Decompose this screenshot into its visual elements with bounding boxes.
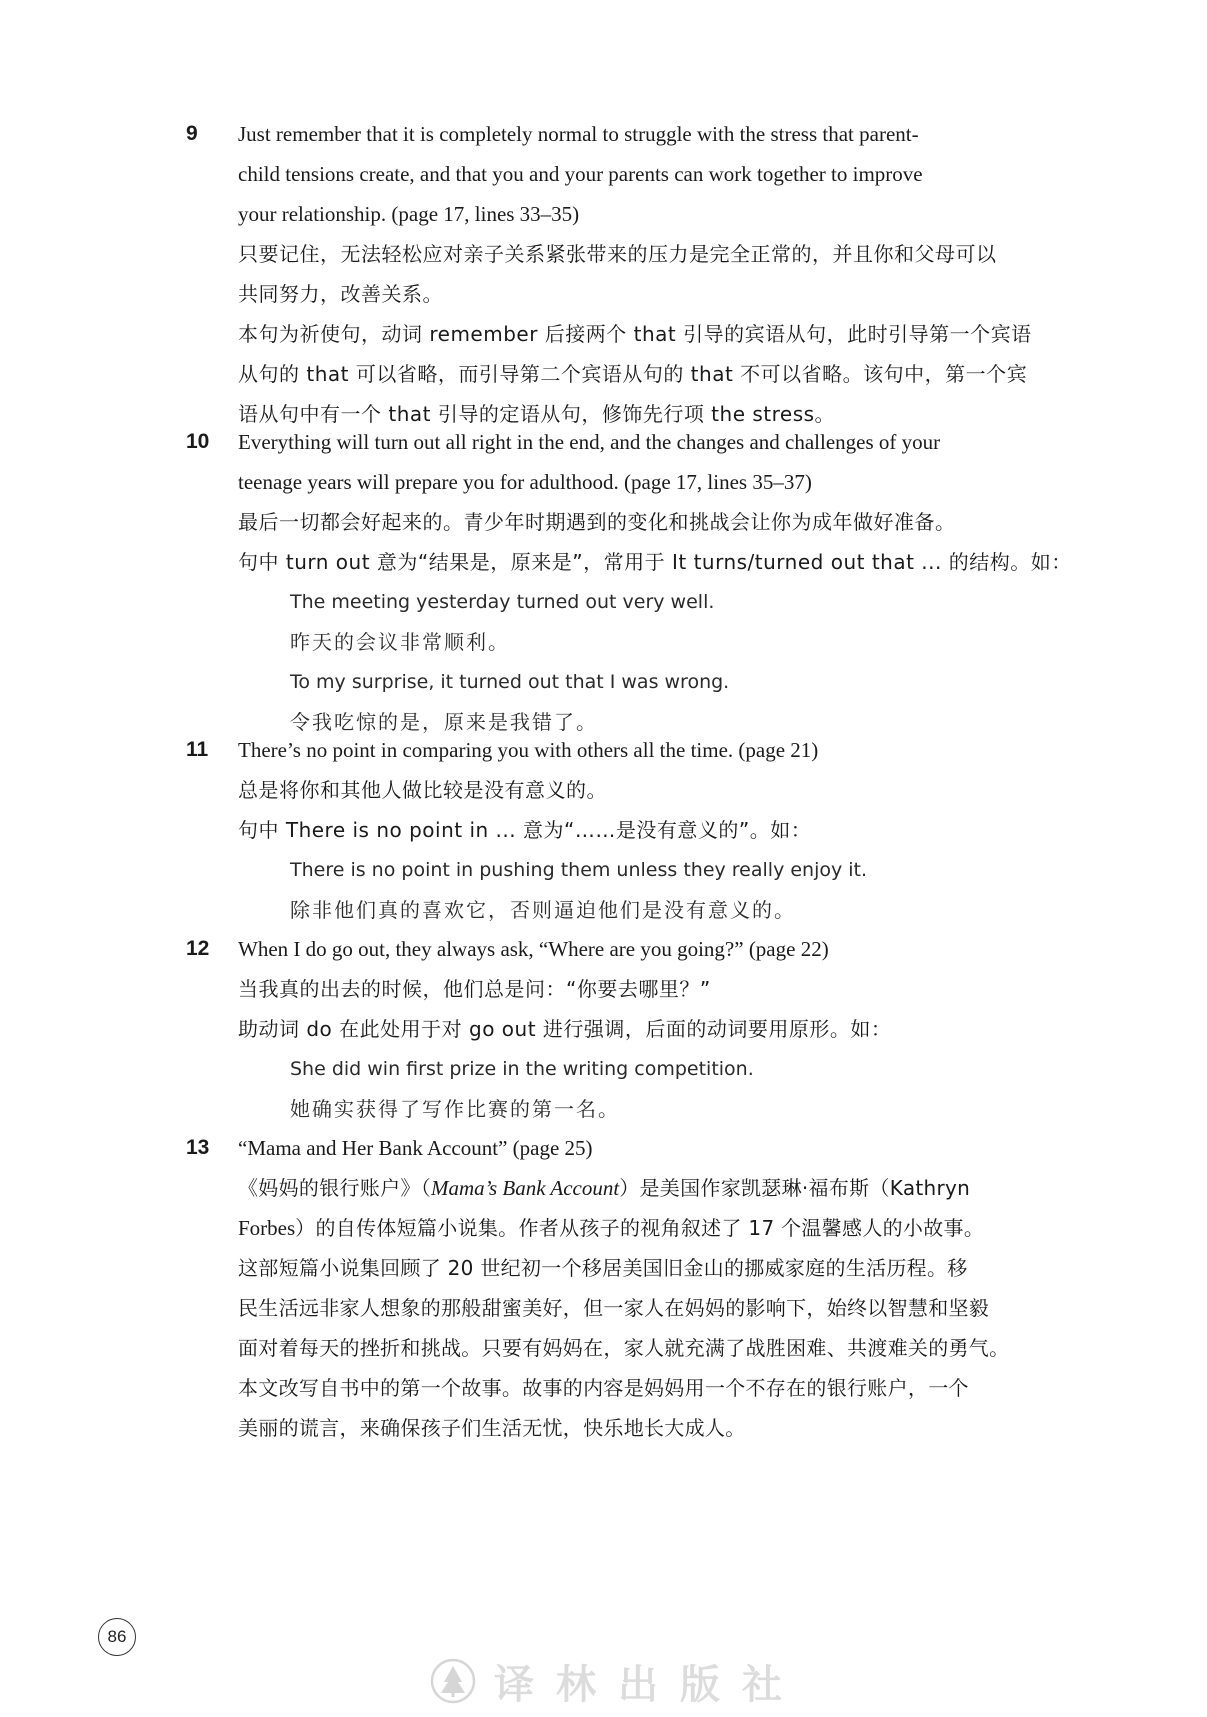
author-surname: Forbes (238, 1216, 296, 1240)
sentence-line: Just remember that it is completely normal to struggle with the stress that parent- (238, 122, 919, 146)
note-number: 12 (186, 937, 210, 960)
example-translation: 令我吃惊的是，原来是我错了。 (290, 710, 598, 734)
example-translation: 除非他们真的喜欢它，否则逼迫他们是没有意义的。 (290, 898, 796, 922)
note-body (238, 730, 1066, 930)
publisher-watermark (430, 1656, 804, 1706)
example-sentence: The meeting yesterday turned out very well. (290, 591, 715, 613)
translation-line: 当我真的出去的时候，他们总是问：“你要去哪里？” (238, 977, 711, 1001)
explanation-line: 本句为祈使句，动词 remember 后接两个 that 引导的宾语从句，此时引导第一个宾语 (238, 322, 1032, 346)
note-body (238, 422, 1072, 742)
example-sentence: She did win first prize in the writing competition. (290, 1058, 754, 1080)
sentence-line: teenage years will prepare you for adulthood. (page 17, lines 35–37) (238, 470, 812, 494)
paragraph-line: 美丽的谎言，来确保孩子们生活无忧，快乐地长大成人。 (238, 1416, 746, 1440)
note-number: 11 (186, 738, 209, 761)
example-sentence: There is no point in pushing them unless they really enjoy it. (290, 859, 868, 881)
explanation-line: 从句的 that 可以省略，而引导第二个宾语从句的 that 不可以省略。该句中，第一个宾 (238, 362, 1028, 386)
text-span: ）的自传体短篇小说集。作者从孩子的视角叙述了 17 个温馨感人的小故事。 (295, 1216, 985, 1240)
paragraph-line (238, 1208, 1066, 1248)
example-sentence: To my surprise, it turned out that I was wrong. (290, 671, 730, 693)
sentence-line: When I do go out, they always ask, “Where are you going?” (page 22) (238, 937, 829, 961)
note-body (238, 929, 1066, 1129)
explanation-line: 助动词 do 在此处用于对 go out 进行强调，后面的动词要用原形。如： (238, 1017, 892, 1041)
explanation-line: 句中 turn out 意为“结果是，原来是”，常用于 It turns/turned out that ... 的结构。如： (238, 550, 1072, 574)
text-span: ）是美国作家凯瑟琳·福布斯（Kathryn (619, 1176, 971, 1200)
note-number: 10 (186, 430, 210, 453)
note-body (238, 114, 1066, 434)
note-number: 13 (186, 1136, 210, 1159)
sentence-line: Everything will turn out all right in the end, and the changes and challenges of your (238, 430, 941, 454)
translation-line: 共同努力，改善关系。 (238, 282, 443, 306)
example-translation: 她确实获得了写作比赛的第一名。 (290, 1097, 620, 1121)
note-title: “Mama and Her Bank Account” (page 25) (238, 1136, 593, 1160)
publisher-name: 译林出版社 (494, 1660, 804, 1708)
example-translation: 昨天的会议非常顺利。 (290, 630, 510, 654)
paragraph-line: 面对着每天的挫折和挑战。只要有妈妈在，家人就充满了战胜困难、共渡难关的勇气。 (238, 1336, 1010, 1360)
paragraph-line: 这部短篇小说集回顾了 20 世纪初一个移居美国旧金山的挪威家庭的生活历程。移 (238, 1256, 968, 1280)
explanation-line: 语从句中有一个 that 引导的定语从句，修饰先行项 the stress。 (238, 402, 836, 426)
publisher-logo-icon (430, 1658, 476, 1704)
book-title-italic: Mama’s Bank Account (431, 1176, 620, 1200)
note-body (238, 1128, 1066, 1448)
translation-line: 只要记住，无法轻松应对亲子关系紧张带来的压力是完全正常的，并且你和父母可以 (238, 242, 997, 266)
translation-line: 总是将你和其他人做比较是没有意义的。 (238, 778, 607, 802)
sentence-line: There’s no point in comparing you with others all the time. (page 21) (238, 738, 819, 762)
sentence-line: child tensions create, and that you and your parents can work together to improve (238, 162, 923, 186)
paragraph-line: 民生活远非家人想象的那般甜蜜美好，但一家人在妈妈的影响下，始终以智慧和坚毅 (238, 1296, 990, 1320)
paragraph-line (238, 1168, 1066, 1208)
sentence-line: your relationship. (page 17, lines 33–35) (238, 202, 580, 226)
note-number: 9 (186, 122, 198, 145)
paragraph-line: 本文改写自书中的第一个故事。故事的内容是妈妈用一个不存在的银行账户，一个 (238, 1376, 969, 1400)
translation-line: 最后一切都会好起来的。青少年时期遇到的变化和挑战会让你为成年做好准备。 (238, 510, 956, 534)
page-number: 86 (98, 1618, 136, 1656)
explanation-line: 句中 There is no point in ... 意为“……是没有意义的”。如： (238, 818, 812, 842)
text-span: 《妈妈的银行账户》（ (238, 1176, 431, 1200)
